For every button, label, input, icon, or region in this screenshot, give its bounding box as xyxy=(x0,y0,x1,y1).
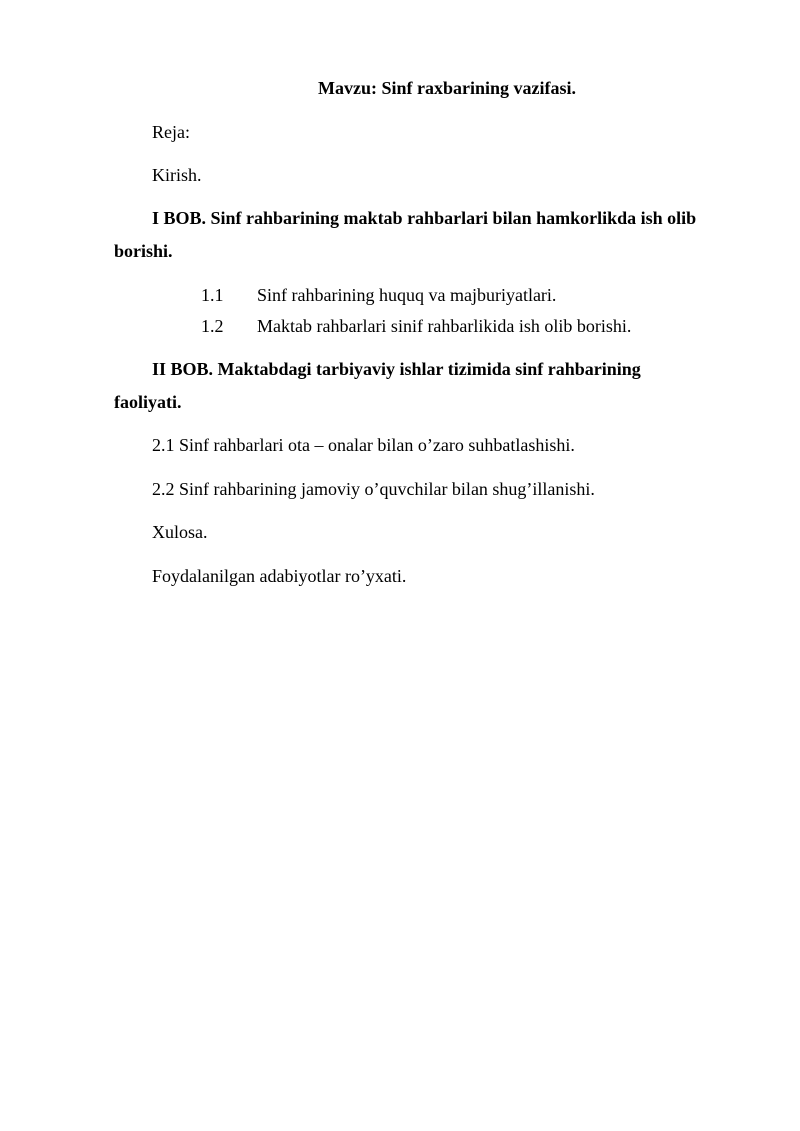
intro-item: Kirish. xyxy=(152,165,202,185)
references-item: Foydalanilgan adabiyotlar ro’yxati. xyxy=(152,566,407,586)
chapter1-heading-line1: I BOB. Sinf rahbarining maktab rahbarlari bilan hamkorlikda ish olib xyxy=(152,208,697,228)
section-number: 1.2 xyxy=(201,316,224,336)
page-title: Mavzu: Sinf raxbarining vazifasi. xyxy=(317,78,576,98)
chapter1-heading-line2: borishi. xyxy=(114,241,173,261)
section-2-2: 2.2 Sinf rahbarining jamoviy o’quvchilar bilan shug’illanishi. xyxy=(152,479,595,499)
chapter2-heading-line2: faoliyati. xyxy=(114,392,182,412)
conclusion-item: Xulosa. xyxy=(152,522,208,542)
section-number: 1.1 xyxy=(201,285,224,305)
section-text: Maktab rahbarlari sinif rahbarlikida ish olib borishi. xyxy=(257,316,632,336)
section-2-1: 2.1 Sinf rahbarlari ota – onalar bilan o’zaro suhbatlashishi. xyxy=(152,435,575,455)
plan-label: Reja: xyxy=(152,122,190,142)
chapter2-heading-line1: II BOB. Maktabdagi tarbiyaviy ishlar tizimida sinf rahbarining xyxy=(152,359,641,379)
section-text: Sinf rahbarining huquq va majburiyatlari. xyxy=(257,285,557,305)
